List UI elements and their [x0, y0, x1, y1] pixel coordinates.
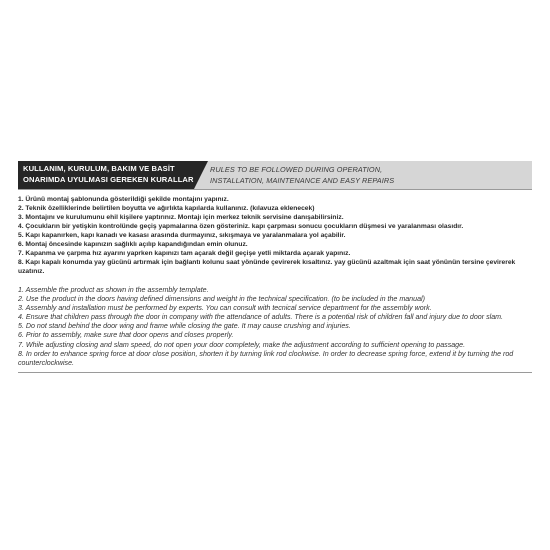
header-divider [194, 161, 208, 189]
english-rule: 6. Prior to assembly, make sure that door opens and closes properly. [18, 331, 234, 340]
rules-document [18, 161, 532, 373]
bottom-divider [18, 372, 532, 373]
rules-header [18, 161, 532, 189]
turkish-rule: 5. Kapı kapanırken, kapı kanadı ve kasası arasında durmayınız, sıkışmaya ve yaralanmalara yol açabilir. [18, 232, 346, 239]
turkish-rule: 3. Montajını ve kurulumunu ehil kişilere yaptırınız. Montajı için merkez teknik servisine danışabilirsiniz. [18, 214, 344, 221]
english-rule: 1. Assemble the product as shown in the assembly template. [18, 286, 209, 294]
turkish-rule: 4. Çocukların bir yetişkin kontrolünde geçiş yapmalarına özen gösteriniz. kapı çarpması sonucu çocukların düşmesi ve yaralanması olasıdır. [18, 223, 464, 230]
english-rule: 7. While adjusting closing and slam speed, do not open your door completely, make the adjustment according to sufficient opening to passage. [18, 340, 466, 349]
turkish-rule: 8. Kapı kapalı konumda yay gücünü artırmak için bağlantı kolunu saat yönünde çevirerek kısaltınız. yay gücünü azaltmak için saat yönünün tersine çevirerek uzatınız. [18, 259, 516, 275]
english-rules-list [18, 286, 532, 368]
english-rule: 5. Do not stand behind the door wing and frame while closing the gate. It may cause crushing and injuries. [18, 322, 351, 331]
turkish-title-line1: KULLANIM, KURULUM, BAKIM VE BASİT [23, 164, 175, 173]
english-title [208, 161, 532, 189]
english-rule: 8. In order to enhance spring force at door close position, shorten it by turning link rod clockwise. In order to decrease spring force, extend it by turning the rod counterclockwise. [18, 349, 514, 367]
english-rule: 3. Assembly and installation must be performed by experts. You can consult with tecnical service department for the assembly work. [18, 304, 432, 313]
turkish-title [18, 161, 194, 189]
turkish-rule: 7. Kapanma ve çarpma hız ayarını yaprken kapınızı tam açarak değil geçişe yetli miktarda açarak yapınız. [18, 250, 351, 257]
turkish-rule: 6. Montaj öncesinde kapınızın sağlıklı açılıp kapandığından emin olunuz. [18, 241, 248, 248]
english-title-line2: INSTALLATION, MAINTENANCE AND EASY REPAIRS [210, 176, 395, 185]
turkish-rule: 1. Ürünü montaj şablonunda gösterildiği şekilde montajını yapınız. [18, 196, 229, 203]
turkish-title-line2: ONARIMDA UYULMASI GEREKEN KURALLAR [23, 175, 194, 184]
english-title-line1: RULES TO BE FOLLOWED DURING OPERATION, [210, 165, 383, 174]
turkish-rule: 2. Teknik özelliklerinde belirtilen boyutta ve ağırlıkta kapılarda kullanınız. (kılavuza eklenecek) [18, 205, 315, 212]
english-rule: 4. Ensure that children pass through the door in company with the attendance of adults. There is a potential risk of children fall and injury due to door slam. [18, 313, 504, 322]
top-divider [18, 189, 532, 190]
english-rule: 2. Use the product in the doors having defined dimensions and weight in the technical specification. (to be included in the manual) [18, 295, 425, 304]
turkish-rules-list [18, 195, 532, 276]
